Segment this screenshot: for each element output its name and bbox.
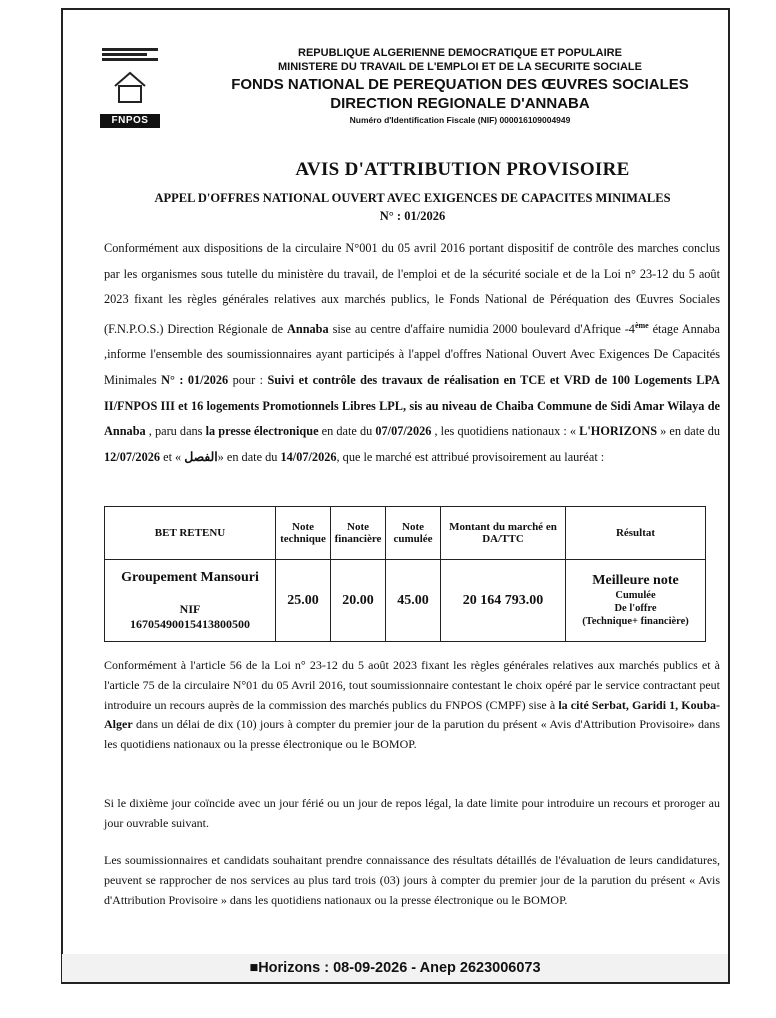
header-republic: REPUBLIQUE ALGERIENNE DEMOCRATIQUE ET POPULAIRE (298, 47, 622, 59)
attribution-table (104, 506, 706, 642)
notice-title: AVIS D'ATTRIBUTION PROVISOIRE (295, 159, 630, 180)
cell-bet (105, 560, 276, 642)
paragraph-recourse: Conformément à l'article 56 de la Loi n° 23-12 du 5 août 2023 fixant les règles générales relatives aux marchés publics et à l'article 75 de la circulaire N°01 du 05 Avril 2016, tout soumissionnaire contestant le choix opéré par le service contractant peut introduire un recours auprès de la commission des marchés publics du FNPOS (CMPF) sise à la cité Serbat, Garidi 1, Kouba-Alger dans un délai de dix (10) jours à compter du premier jour de la parution du présent « Avis d'Attribution Provisoire» dans les quotidiens nationaux ou la presse électronique ou le BOMOP. (104, 658, 720, 752)
result-line-4: (Technique+ financière) (582, 616, 689, 627)
col-resultat: Résultat (566, 507, 706, 560)
header-ministry: MINISTERE DU TRAVAIL DE L'EMPLOI ET DE LA SECURITE SOCIALE (277, 61, 642, 73)
col-note-fin: Note financière (331, 507, 386, 560)
paragraph-holiday: Si le dixième jour coïncide avec un jour férié ou un jour de repos légal, la date limite pour introduire un recours et proroger au jour ouvrable suivant. (104, 796, 720, 830)
logo-acronym: FNPOS (100, 114, 160, 128)
col-note-cum: Note cumulée (386, 507, 441, 560)
bet-nif-label: NIF (179, 601, 201, 616)
paragraph-consultation: Les soumissionnaires et candidats souhaitant prendre connaissance des résultats détaillés de l'évaluation de leurs candidatures, peuvent se rapprocher de nos services au plus tard trois (03) jours à compter du premier jour de la parution du présent « Avis d'Attribution Provisoire » dans les quotidiens nationaux ou la presse électronique ou le BOMOP. (104, 853, 720, 907)
notice-number: N° : 01/2026 (379, 209, 446, 223)
result-main: Meilleure note (592, 573, 679, 588)
bet-name: Groupement Mansouri (121, 569, 259, 585)
result-line-3: De l'offre (614, 603, 657, 614)
cell-note-tech: 25.00 (276, 560, 331, 642)
house-icon (113, 70, 147, 104)
header-direction: DIRECTION REGIONALE D'ANNABA (330, 95, 590, 112)
fnpos-logo (100, 46, 162, 130)
result-line-2: Cumulée (615, 590, 656, 601)
header-nif: Numéro d'Identification Fiscale (NIF) 000016109004949 (349, 115, 571, 125)
table-header-row (105, 507, 706, 560)
footer-publication: ■Horizons : 08-09-2026 - Anep 2623006073 (62, 954, 728, 982)
cell-note-cum: 45.00 (386, 560, 441, 642)
col-montant: Montant du marché en DA/TTC (441, 507, 566, 560)
logo-bars-icon (102, 48, 158, 62)
cell-montant: 20 164 793.00 (441, 560, 566, 642)
cell-note-fin: 20.00 (331, 560, 386, 642)
table-row (105, 560, 706, 642)
paragraph-intro: Conformément aux dispositions de la circulaire N°001 du 05 avril 2016 portant dispositif de contrôle des marches conclus par les organismes sous tutelle du ministère du travail, de l'emploi et de la sécurité sociale et de la Loi n° 23-12 du 5 août 2023 fixant les règles générales relatives aux marchés publics, le Fonds National de Péréquation des Œuvres Sociales (F.N.P.O.S.) Direction Régionale de Annaba sise au centre d'affaire numidia 2000 boulevard d'Afrique -4ème étage Annaba ,informe l'ensemble des soumissionnaires ayant participés à l'appel d'offres National Ouvert Avec Exigences De Capacités Minimales N° : 01/2026 pour : Suivi et contrôle des travaux de réalisation en TCE et VRD de 100 Logements LPA II/FNPOS III et 16 logements Promotionnels Libres LPL, sis au niveau de Chaiba Commune de Sidi Amar Wilaya de Annaba , paru dans la presse électronique en date du 07/07/2026 , les quotidiens nationaux : « L'HORIZONS » en date du 12/07/2026 et « الفصل» en date du 14/07/2026, que le marché est attribué provisoirement au lauréat : (104, 241, 721, 464)
cell-resultat (566, 560, 706, 642)
col-note-tech: Note technique (276, 507, 331, 560)
notice-subtitle: APPEL D'OFFRES NATIONAL OUVERT AVEC EXIGENCES DE CAPACITES MINIMALES (154, 191, 671, 205)
document-frame (61, 8, 730, 984)
header-fund: FONDS NATIONAL DE PEREQUATION DES ŒUVRES SOCIALES (231, 76, 689, 93)
bet-nif-value: 1670549001541380050​0 (130, 616, 250, 631)
col-bet: BET RETENU (105, 507, 276, 560)
